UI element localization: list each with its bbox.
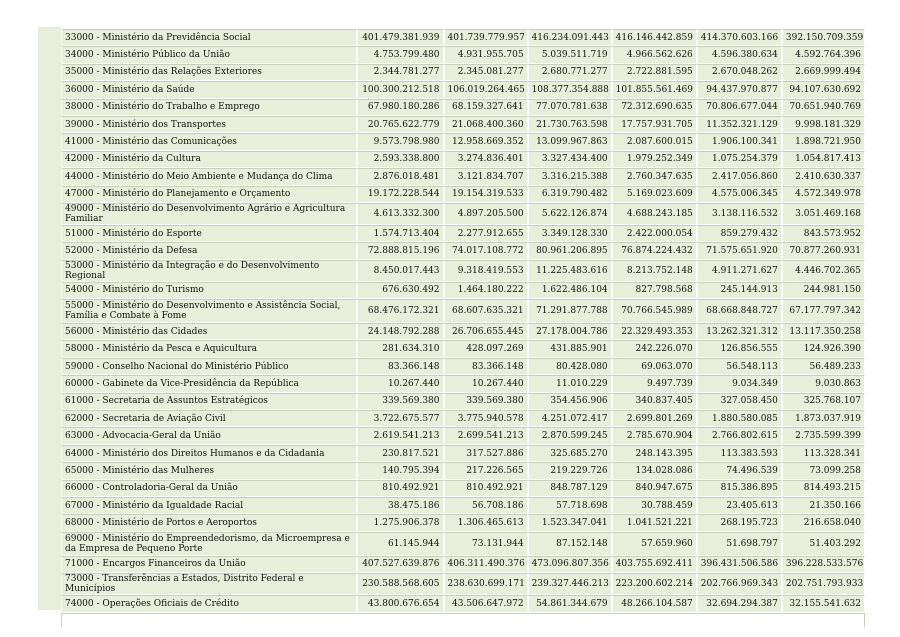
organ-name-cell: 36000 - Ministério da Saúde <box>61 81 357 98</box>
value-cell: 403.755.692.411 <box>612 556 697 573</box>
value-cell: 4.251.072.417 <box>528 410 612 427</box>
value-cell: 2.722.881.595 <box>612 64 697 81</box>
value-cell: 73.099.258 <box>782 462 865 479</box>
empty-cell <box>357 613 443 628</box>
organ-name-cell: 65000 - Ministério das Mulheres <box>61 462 357 479</box>
organ-name-cell: 68000 - Ministério de Portos e Aeroportos <box>61 514 357 531</box>
value-cell: 73.131.944 <box>444 532 528 556</box>
value-cell: 3.775.940.578 <box>444 410 528 427</box>
value-cell: 70.766.545.989 <box>612 299 697 323</box>
value-cell: 1.054.817.413 <box>782 151 865 168</box>
table-row <box>61 46 865 63</box>
table-row <box>61 116 865 133</box>
value-cell: 392.150.709.359 <box>782 29 865 46</box>
organ-name-cell: 51000 - Ministério do Esporte <box>61 225 357 242</box>
value-cell: 6.319.790.482 <box>528 186 612 203</box>
organ-name-cell: 53000 - Ministério da Integração e do Desenvolvimento Regional <box>61 260 357 282</box>
table-row <box>61 186 865 203</box>
value-cell: 2.669.999.494 <box>782 64 865 81</box>
value-cell: 676.630.492 <box>357 282 443 299</box>
value-cell: 43.800.676.654 <box>357 595 443 612</box>
organ-name-cell: 56000 - Ministério das Cidades <box>61 323 357 340</box>
value-cell: 9.998.181.329 <box>782 116 865 133</box>
value-cell: 238.630.699.171 <box>444 573 528 595</box>
organ-name-cell: 33000 - Ministério da Previdência Social <box>61 29 357 46</box>
value-cell: 8.213.752.148 <box>612 260 697 282</box>
table-row <box>61 410 865 427</box>
value-cell: 2.422.000.054 <box>612 225 697 242</box>
value-cell: 83.366.148 <box>444 358 528 375</box>
value-cell: 9.318.419.553 <box>444 260 528 282</box>
value-cell: 216.658.040 <box>782 514 865 531</box>
organ-name-cell: 64000 - Ministério dos Direitos Humanos e da Cidadania <box>61 445 357 462</box>
value-cell: 51.403.292 <box>782 532 865 556</box>
value-cell: 3.722.675.577 <box>357 410 443 427</box>
value-cell: 11.225.483.616 <box>528 260 612 282</box>
organ-name-cell: 59000 - Conselho Nacional do Ministério Público <box>61 358 357 375</box>
table-row <box>61 445 865 462</box>
value-cell: 26.706.655.445 <box>444 323 528 340</box>
value-cell: 4.572.349.978 <box>782 186 865 203</box>
value-cell: 4.688.243.185 <box>612 203 697 225</box>
value-cell: 20.765.622.779 <box>357 116 443 133</box>
value-cell: 87.152.148 <box>528 532 612 556</box>
value-cell: 2.410.630.337 <box>782 168 865 185</box>
organ-name-cell: 35000 - Ministério das Relações Exteriores <box>61 64 357 81</box>
value-cell: 27.178.004.786 <box>528 323 612 340</box>
value-cell: 1.464.180.222 <box>444 282 528 299</box>
value-cell: 407.527.639.876 <box>357 556 443 573</box>
table-row <box>61 375 865 392</box>
value-cell: 428.097.269 <box>444 340 528 357</box>
value-cell: 2.699.801.269 <box>612 410 697 427</box>
table-row <box>61 323 865 340</box>
value-cell: 281.634.310 <box>357 340 443 357</box>
value-cell: 202.751.793.933 <box>782 573 865 595</box>
empty-cell <box>444 613 528 628</box>
value-cell: 57.659.960 <box>612 532 697 556</box>
table-row <box>61 99 865 116</box>
organ-name-cell: 44000 - Ministério do Meio Ambiente e Mudança do Clima <box>61 168 357 185</box>
empty-cell <box>782 613 865 628</box>
value-cell: 72.312.690.635 <box>612 99 697 116</box>
value-cell: 339.569.380 <box>444 393 528 410</box>
value-cell: 827.798.568 <box>612 282 697 299</box>
value-cell: 2.876.018.481 <box>357 168 443 185</box>
organ-name-cell: 42000 - Ministério da Cultura <box>61 151 357 168</box>
value-cell: 3.316.215.388 <box>528 168 612 185</box>
value-cell: 202.766.969.343 <box>697 573 782 595</box>
value-cell: 5.039.511.719 <box>528 46 612 63</box>
organ-name-cell: 39000 - Ministério dos Transportes <box>61 116 357 133</box>
table-row <box>61 29 865 46</box>
table-row <box>61 64 865 81</box>
table-row <box>61 595 865 612</box>
table-row <box>61 532 865 556</box>
value-cell: 859.279.432 <box>697 225 782 242</box>
value-cell: 230.588.568.605 <box>357 573 443 595</box>
table-row <box>61 340 865 357</box>
organ-name-cell: 63000 - Advocacia-Geral da União <box>61 427 357 444</box>
value-cell: 100.300.212.518 <box>357 81 443 98</box>
value-cell: 2.344.781.277 <box>357 64 443 81</box>
value-cell: 24.148.792.288 <box>357 323 443 340</box>
value-cell: 2.766.802.615 <box>697 427 782 444</box>
value-cell: 4.911.271.627 <box>697 260 782 282</box>
value-cell: 1.523.347.041 <box>528 514 612 531</box>
value-cell: 61.145.944 <box>357 532 443 556</box>
table-row <box>61 462 865 479</box>
value-cell: 11.010.229 <box>528 375 612 392</box>
value-cell: 113.383.593 <box>697 445 782 462</box>
value-cell: 2.670.048.262 <box>697 64 782 81</box>
value-cell: 325.685.270 <box>528 445 612 462</box>
value-cell: 810.492.921 <box>444 480 528 497</box>
value-cell: 4.897.205.500 <box>444 203 528 225</box>
table-row <box>61 514 865 531</box>
organ-name-cell: 55000 - Ministério do Desenvolvimento e Assistência Social, Família e Combate à Fome <box>61 299 357 323</box>
value-cell: 2.870.599.245 <box>528 427 612 444</box>
empty-cell <box>612 613 697 628</box>
value-cell: 19.154.319.533 <box>444 186 528 203</box>
value-cell: 4.446.702.365 <box>782 260 865 282</box>
value-cell: 48.266.104.587 <box>612 595 697 612</box>
value-cell: 810.492.921 <box>357 480 443 497</box>
budget-table-body <box>61 29 865 628</box>
value-cell: 5.622.126.874 <box>528 203 612 225</box>
value-cell: 2.619.541.213 <box>357 427 443 444</box>
value-cell: 140.795.394 <box>357 462 443 479</box>
value-cell: 11.352.321.129 <box>697 116 782 133</box>
value-cell: 68.668.848.727 <box>697 299 782 323</box>
value-cell: 21.730.763.598 <box>528 116 612 133</box>
value-cell: 3.327.434.400 <box>528 151 612 168</box>
value-cell: 416.146.442.859 <box>612 29 697 46</box>
value-cell: 80.428.080 <box>528 358 612 375</box>
table-row <box>61 299 865 323</box>
table-row <box>61 282 865 299</box>
value-cell: 317.527.886 <box>444 445 528 462</box>
value-cell: 4.966.562.626 <box>612 46 697 63</box>
table-row <box>61 168 865 185</box>
organ-name-cell: 49000 - Ministério do Desenvolvimento Agrário e Agricultura Familiar <box>61 203 357 225</box>
value-cell: 32.694.294.387 <box>697 595 782 612</box>
value-cell: 13.099.967.863 <box>528 133 612 150</box>
organ-name-cell: 67000 - Ministério da Igualdade Racial <box>61 497 357 514</box>
value-cell: 94.107.630.692 <box>782 81 865 98</box>
value-cell: 4.613.332.300 <box>357 203 443 225</box>
value-cell: 1.306.465.613 <box>444 514 528 531</box>
value-cell: 1.880.580.085 <box>697 410 782 427</box>
organ-name-cell: 54000 - Ministério do Turismo <box>61 282 357 299</box>
value-cell: 244.981.150 <box>782 282 865 299</box>
organ-name-cell: 38000 - Ministério do Trabalho e Emprego <box>61 99 357 116</box>
value-cell: 113.328.341 <box>782 445 865 462</box>
value-cell: 43.506.647.972 <box>444 595 528 612</box>
value-cell: 217.226.565 <box>444 462 528 479</box>
value-cell: 401.739.779.957 <box>444 29 528 46</box>
empty-cell <box>697 613 782 628</box>
table-row <box>61 242 865 259</box>
budget-table <box>61 29 865 628</box>
value-cell: 2.087.600.015 <box>612 133 697 150</box>
value-cell: 22.329.493.353 <box>612 323 697 340</box>
value-cell: 2.785.670.904 <box>612 427 697 444</box>
value-cell: 1.275.906.378 <box>357 514 443 531</box>
value-cell: 416.234.091.443 <box>528 29 612 46</box>
value-cell: 840.947.675 <box>612 480 697 497</box>
value-cell: 268.195.723 <box>697 514 782 531</box>
value-cell: 2.760.347.635 <box>612 168 697 185</box>
value-cell: 9.030.863 <box>782 375 865 392</box>
value-cell: 1.898.721.950 <box>782 133 865 150</box>
organ-name-cell: 58000 - Ministério da Pesca e Aquicultura <box>61 340 357 357</box>
value-cell: 72.888.815.196 <box>357 242 443 259</box>
value-cell: 242.226.070 <box>612 340 697 357</box>
value-cell: 21.350.166 <box>782 497 865 514</box>
value-cell: 56.489.233 <box>782 358 865 375</box>
value-cell: 2.277.912.655 <box>444 225 528 242</box>
value-cell: 23.405.613 <box>697 497 782 514</box>
value-cell: 19.172.228.544 <box>357 186 443 203</box>
organ-name-cell: 34000 - Ministério Público da União <box>61 46 357 63</box>
value-cell: 2.417.056.860 <box>697 168 782 185</box>
value-cell: 9.034.349 <box>697 375 782 392</box>
value-cell: 339.569.380 <box>357 393 443 410</box>
value-cell: 340.837.405 <box>612 393 697 410</box>
table-row <box>61 358 865 375</box>
value-cell: 1.574.713.404 <box>357 225 443 242</box>
organ-name-cell: 60000 - Gabinete da Vice-Presidência da República <box>61 375 357 392</box>
value-cell: 843.573.952 <box>782 225 865 242</box>
value-cell: 401.479.381.939 <box>357 29 443 46</box>
value-cell: 3.274.836.401 <box>444 151 528 168</box>
value-cell: 80.961.206.895 <box>528 242 612 259</box>
value-cell: 77.070.781.638 <box>528 99 612 116</box>
organ-name-cell: 71000 - Encargos Financeiros da União <box>61 556 357 573</box>
organ-name-cell: 47000 - Ministério do Planejamento e Orçamento <box>61 186 357 203</box>
empty-row <box>61 613 865 628</box>
empty-cell <box>528 613 612 628</box>
value-cell: 3.051.469.168 <box>782 203 865 225</box>
value-cell: 17.757.931.705 <box>612 116 697 133</box>
value-cell: 74.496.539 <box>697 462 782 479</box>
value-cell: 219.229.726 <box>528 462 612 479</box>
value-cell: 134.028.086 <box>612 462 697 479</box>
value-cell: 83.366.148 <box>357 358 443 375</box>
table-row <box>61 225 865 242</box>
value-cell: 68.607.635.321 <box>444 299 528 323</box>
value-cell: 69.063.070 <box>612 358 697 375</box>
value-cell: 124.926.390 <box>782 340 865 357</box>
value-cell: 1.906.100.341 <box>697 133 782 150</box>
organ-name-cell: 52000 - Ministério da Defesa <box>61 242 357 259</box>
value-cell: 56.708.186 <box>444 497 528 514</box>
value-cell: 108.377.354.888 <box>528 81 612 98</box>
value-cell: 814.493.215 <box>782 480 865 497</box>
value-cell: 2.345.081.277 <box>444 64 528 81</box>
value-cell: 71.291.877.788 <box>528 299 612 323</box>
value-cell: 396.228.533.576 <box>782 556 865 573</box>
organ-name-cell: 61000 - Secretaria de Assuntos Estratégicos <box>61 393 357 410</box>
value-cell: 32.155.541.632 <box>782 595 865 612</box>
value-cell: 223.200.602.214 <box>612 573 697 595</box>
value-cell: 2.593.338.800 <box>357 151 443 168</box>
value-cell: 325.768.107 <box>782 393 865 410</box>
empty-cell <box>61 613 357 628</box>
value-cell: 57.718.698 <box>528 497 612 514</box>
value-cell: 30.788.459 <box>612 497 697 514</box>
organ-name-cell: 73000 - Transferências a Estados, Distrito Federal e Municípios <box>61 573 357 595</box>
left-margin-bar <box>38 27 61 610</box>
organ-name-cell: 74000 - Operações Oficiais de Crédito <box>61 595 357 612</box>
value-cell: 12.958.669.352 <box>444 133 528 150</box>
value-cell: 10.267.440 <box>444 375 528 392</box>
table-row <box>61 203 865 225</box>
value-cell: 13.117.350.258 <box>782 323 865 340</box>
table-row <box>61 133 865 150</box>
value-cell: 2.735.599.399 <box>782 427 865 444</box>
value-cell: 1.873.037.919 <box>782 410 865 427</box>
table-row <box>61 151 865 168</box>
value-cell: 94.437.970.877 <box>697 81 782 98</box>
organ-name-cell: 62000 - Secretaria de Aviação Civil <box>61 410 357 427</box>
value-cell: 70.877.260.931 <box>782 242 865 259</box>
value-cell: 815.386.895 <box>697 480 782 497</box>
value-cell: 473.096.807.356 <box>528 556 612 573</box>
value-cell: 4.592.764.396 <box>782 46 865 63</box>
value-cell: 9.573.798.980 <box>357 133 443 150</box>
value-cell: 248.143.395 <box>612 445 697 462</box>
value-cell: 848.787.129 <box>528 480 612 497</box>
value-cell: 3.138.116.532 <box>697 203 782 225</box>
value-cell: 245.144.913 <box>697 282 782 299</box>
value-cell: 4.753.799.480 <box>357 46 443 63</box>
value-cell: 431.885.901 <box>528 340 612 357</box>
value-cell: 38.475.186 <box>357 497 443 514</box>
value-cell: 70.806.677.044 <box>697 99 782 116</box>
table-row <box>61 427 865 444</box>
value-cell: 3.349.128.330 <box>528 225 612 242</box>
value-cell: 406.311.490.376 <box>444 556 528 573</box>
value-cell: 239.327.446.213 <box>528 573 612 595</box>
table-row <box>61 393 865 410</box>
value-cell: 56.548.113 <box>697 358 782 375</box>
value-cell: 74.017.108.772 <box>444 242 528 259</box>
organ-name-cell: 66000 - Controladoria-Geral da União <box>61 480 357 497</box>
organ-name-cell: 41000 - Ministério das Comunicações <box>61 133 357 150</box>
value-cell: 2.699.541.213 <box>444 427 528 444</box>
value-cell: 8.450.017.443 <box>357 260 443 282</box>
table-row <box>61 260 865 282</box>
value-cell: 67.177.797.342 <box>782 299 865 323</box>
value-cell: 21.068.400.360 <box>444 116 528 133</box>
value-cell: 327.058.450 <box>697 393 782 410</box>
value-cell: 51.698.797 <box>697 532 782 556</box>
organ-name-cell: 69000 - Ministério do Empreendedorismo, da Microempresa e da Empresa de Pequeno Porte <box>61 532 357 556</box>
value-cell: 414.370.603.166 <box>697 29 782 46</box>
value-cell: 354.456.906 <box>528 393 612 410</box>
value-cell: 101.855.561.469 <box>612 81 697 98</box>
value-cell: 71.575.651.920 <box>697 242 782 259</box>
value-cell: 4.575.006.345 <box>697 186 782 203</box>
value-cell: 68.159.327.641 <box>444 99 528 116</box>
value-cell: 2.680.771.277 <box>528 64 612 81</box>
value-cell: 70.651.940.769 <box>782 99 865 116</box>
table-row <box>61 497 865 514</box>
value-cell: 68.476.172.321 <box>357 299 443 323</box>
table-row <box>61 81 865 98</box>
value-cell: 67.980.180.286 <box>357 99 443 116</box>
value-cell: 1.075.254.379 <box>697 151 782 168</box>
table-row <box>61 556 865 573</box>
value-cell: 1.622.486.104 <box>528 282 612 299</box>
value-cell: 1.979.252.349 <box>612 151 697 168</box>
value-cell: 54.861.344.679 <box>528 595 612 612</box>
value-cell: 126.856.555 <box>697 340 782 357</box>
table-row <box>61 480 865 497</box>
value-cell: 230.817.521 <box>357 445 443 462</box>
table-row <box>61 573 865 595</box>
value-cell: 5.169.023.609 <box>612 186 697 203</box>
value-cell: 13.262.321.312 <box>697 323 782 340</box>
value-cell: 106.019.264.465 <box>444 81 528 98</box>
value-cell: 9.497.739 <box>612 375 697 392</box>
value-cell: 4.596.380.634 <box>697 46 782 63</box>
value-cell: 76.874.224.432 <box>612 242 697 259</box>
value-cell: 10.267.440 <box>357 375 443 392</box>
value-cell: 396.431.506.586 <box>697 556 782 573</box>
value-cell: 4.931.955.705 <box>444 46 528 63</box>
value-cell: 3.121.834.707 <box>444 168 528 185</box>
value-cell: 1.041.521.221 <box>612 514 697 531</box>
